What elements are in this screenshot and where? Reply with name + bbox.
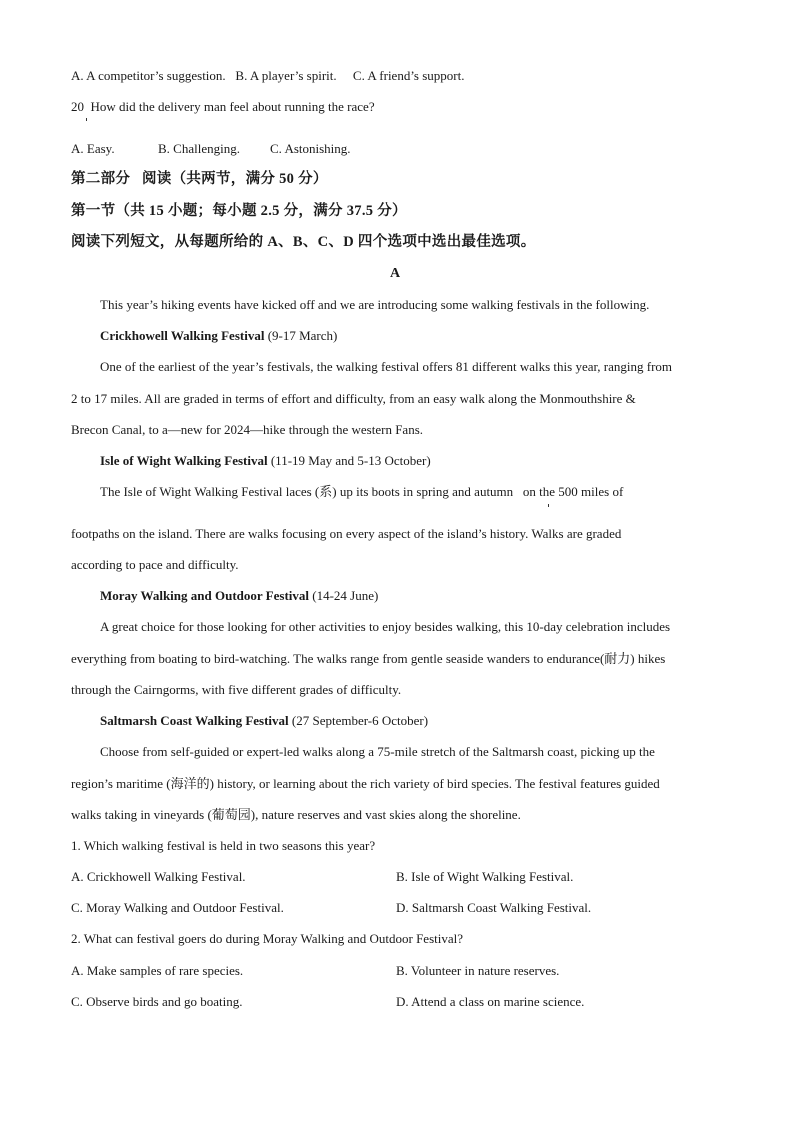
q20-question: 20 How did the delivery man feel about running the race? (71, 99, 375, 114)
answer-option-d: D. Attend a class on marine science. (396, 994, 585, 1009)
festival-name: Crickhowell Walking Festival (100, 328, 265, 343)
passage-title: A (390, 266, 401, 281)
festival-dates: (11-19 May and 5-13 October) (267, 453, 431, 468)
paragraph-line: A great choice for those looking for other activities to enjoy besides walking, this 10-day celebration includes (100, 619, 671, 634)
paragraph-line: footpaths on the island. There are walks focusing on every aspect of the island’s history. Walks are graded (71, 526, 622, 541)
question-stem: 1. Which walking festival is held in two seasons this year? (71, 838, 376, 853)
answer-option-c: C. Observe birds and go boating. (71, 994, 243, 1009)
stray-mark (86, 118, 87, 121)
festival-heading (100, 713, 428, 729)
answer-option-a: A. Make samples of rare species. (71, 963, 244, 978)
q20-option-b: B. Challenging. (158, 141, 240, 156)
festival-heading (100, 588, 378, 604)
paragraph-line: Brecon Canal, to a—new for 2024—hike through the western Fans. (71, 422, 424, 437)
paragraph-line: everything from boating to bird-watching. The walks range from gentle seaside wanders to endurance(耐力) hikes (71, 651, 666, 666)
festival-dates: (27 September-6 October) (288, 713, 429, 728)
answer-option-b: B. Isle of Wight Walking Festival. (396, 869, 574, 884)
part2-heading: 第二部分 阅读（共两节，满分 50 分） (71, 171, 328, 187)
passage-intro: This year’s hiking events have kicked off and we are introducing some walking festivals in the following. (100, 297, 650, 312)
festival-name: Moray Walking and Outdoor Festival (100, 588, 309, 603)
reading-instruction: 阅读下列短文，从每题所给的 A、B、C、D 四个选项中选出最佳选项。 (71, 234, 536, 250)
answer-option-b: B. Volunteer in nature reserves. (396, 963, 560, 978)
q20-option-c: C. Astonishing. (270, 141, 351, 156)
paragraph-line: according to pace and difficulty. (71, 557, 239, 572)
q19-options: A. A competitor’s suggestion. B. A player’s spirit. C. A friend’s support. (71, 68, 465, 83)
paragraph-line: region’s maritime (海洋的) history, or learning about the rich variety of bird species. The festival features guided (71, 776, 660, 791)
q20-option-a: A. Easy. (71, 141, 115, 156)
festival-name: Saltmarsh Coast Walking Festival (100, 713, 289, 728)
paragraph-line: Choose from self-guided or expert-led walks along a 75-mile stretch of the Saltmarsh coast, picking up the (100, 744, 655, 759)
festival-heading (100, 453, 431, 469)
paragraph-line: The Isle of Wight Walking Festival laces (系) up its boots in spring and autumn on the 500 miles of (100, 484, 624, 499)
paragraph-line: 2 to 17 miles. All are graded in terms of effort and difficulty, from an easy walk along the Monmouthshire & (71, 391, 636, 406)
festival-heading (100, 328, 337, 344)
answer-option-d: D. Saltmarsh Coast Walking Festival. (396, 900, 592, 915)
section1-heading: 第一节（共 15 小题；每小题 2.5 分，满分 37.5 分） (71, 203, 407, 219)
answer-option-c: C. Moray Walking and Outdoor Festival. (71, 900, 284, 915)
question-stem: 2. What can festival goers do during Moray Walking and Outdoor Festival? (71, 931, 463, 946)
paragraph-line: through the Cairngorms, with five different grades of difficulty. (71, 682, 402, 697)
paragraph-line: One of the earliest of the year’s festivals, the walking festival offers 81 different walks this year, ranging from (100, 359, 673, 374)
stray-mark (548, 504, 549, 507)
festival-name: Isle of Wight Walking Festival (100, 453, 268, 468)
paragraph-line: walks taking in vineyards (葡萄园), nature reserves and vast skies along the shoreline. (71, 807, 521, 822)
festival-dates: (9-17 March) (264, 328, 338, 343)
answer-option-a: A. Crickhowell Walking Festival. (71, 869, 246, 884)
festival-dates: (14-24 June) (309, 588, 379, 603)
